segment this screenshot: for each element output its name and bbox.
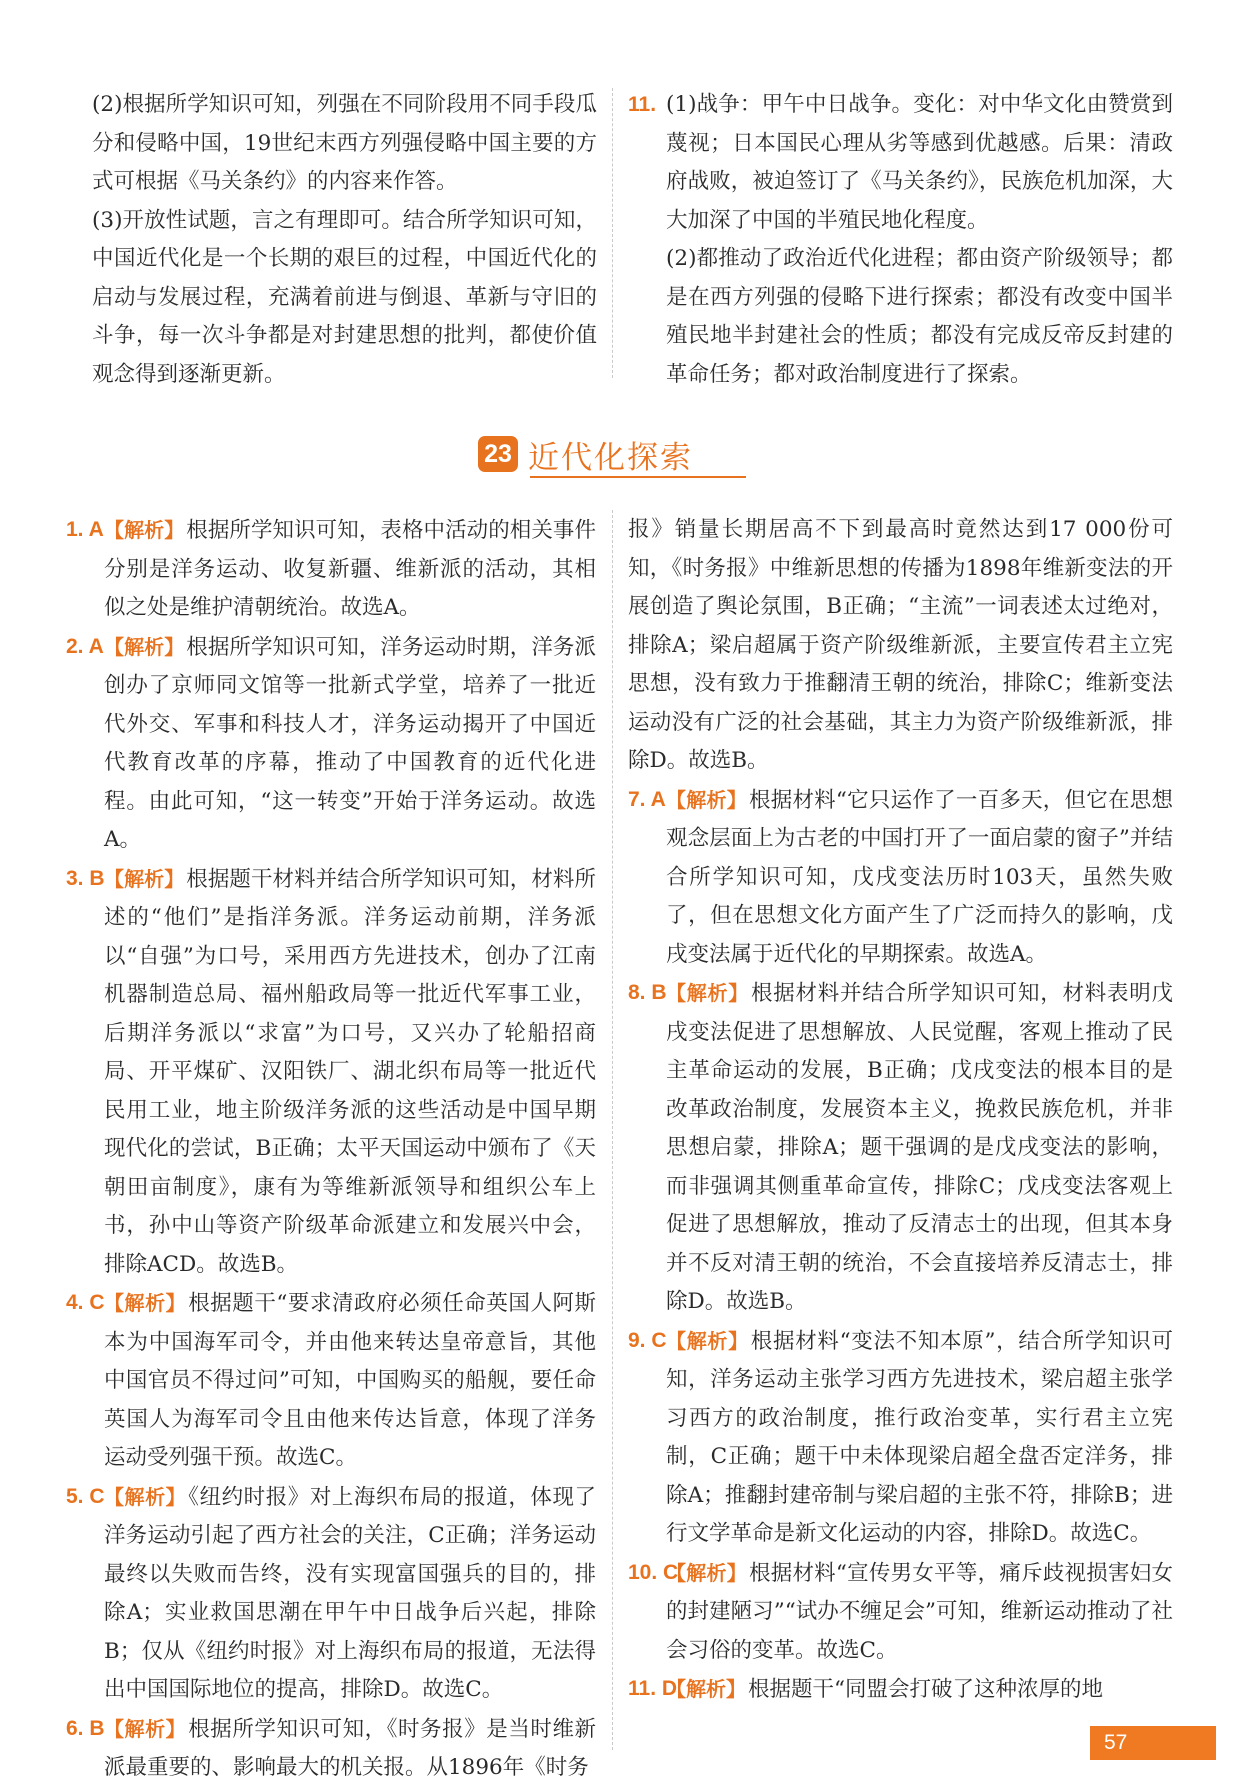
answer-item <box>66 1284 596 1478</box>
answer-item <box>66 628 596 860</box>
answer-number: 7. A <box>628 787 666 811</box>
answer-text: 根据题干材料并结合所学知识可知，材料所述的“他们”是指洋务派。洋务运动前期，洋务派以“自强”为口号，采用西方先进技术，创办了江南机器制造总局、福州船政局等一批近代军事工业，后期洋务派以“求富”为口号，又兴办了轮船招商局、开平煤矿、汉阳铁厂、湖北织布局等一批近代民用工业，地主阶级洋务派的这些活动是中国早期现代化的尝试，B正确；太平天国运动中颁布了《天朝田亩制度》，康有为等维新派领导和组织公车上书，孙中山等资产阶级革命派建立和发展兴中会，排除ACD。故选B。 <box>104 866 596 1277</box>
section-title: 近代化探索 <box>528 439 693 476</box>
answer-text: 根据材料并结合所学知识可知，材料表明戊戌变法促进了思想解放、人民觉醒，客观上推动了民主革命运动的发展，B正确；戊戌变法的根本目的是改革政治制度，发展资本主义，挽救民族危机，并非思想启蒙，排除A；题干强调的是戊戌变法的影响，而非强调其侧重革命宣传，排除C；戊戌变法客观上促进了思想解放，推动了反清志士的出现，但其本身并不反对清王朝的统治，不会直接培养反清志士，排除D。故选B。 <box>666 981 1173 1314</box>
answer-text: 根据材料“它只运作了一百多天，但它在思想观念层面上为古老的中国打开了一面启蒙的窗子”并结合所学知识可知，戊戌变法历时103天，虽然失败了，但在思想文化方面产生了广泛而持久的影响，戊戌变法属于近代化的早期探索。故选A。 <box>666 787 1174 967</box>
answer-item <box>628 781 1173 975</box>
left-column <box>66 511 596 1788</box>
page-number: 57 <box>1090 1726 1216 1760</box>
answer-text: 根据题干“要求清政府必须任命英国人阿斯本为中国海军司令，并由他来转达皇帝意旨，其他中国官员不得过问”可知，中国购买的船舰，要任命英国人为海军司令且由他来传达旨意，体现了洋务运动受列强干预。故选C。 <box>104 1291 596 1470</box>
analysis-tag: 【解析】 <box>104 1716 187 1741</box>
top-right-column <box>628 86 1173 394</box>
analysis-tag: 【解析】 <box>666 1677 746 1701</box>
answer-item <box>66 1478 596 1710</box>
answer-number: 2. A <box>66 634 104 658</box>
answer-text: 报》销量长期居高不下到最高时竟然达到17 000份可知，《时务报》中维新思想的传播为1898年维新变法的开展创造了舆论氛围，B正确；“主流”一词表述太过绝对，排除A；梁启超属于资产阶级维新派，主要宣传君主立宪思想，没有致力于推翻清王朝的统治，排除C；维新变法运动没有广泛的社会基础，其主力为资产阶级维新派，排除D。故选B。 <box>628 517 1173 773</box>
answer-number: 10. C <box>628 1560 679 1584</box>
analysis-tag: 【解析】 <box>104 1291 187 1315</box>
answer-number: 11. D <box>628 1677 678 1700</box>
analysis-tag: 【解析】 <box>104 518 185 542</box>
answer-item <box>628 1554 1173 1671</box>
answer-text: 根据题干“同盟会打破了这种浓厚的地 <box>748 1677 1103 1702</box>
right-column <box>628 511 1173 1710</box>
column-divider <box>612 510 613 1750</box>
paragraph: (1)战争：甲午中日战争。变化：对中华文化由赞赏到蔑视；日本国民心理从劣等感到优越感。后果：清政府战败，被迫签订了《马关条约》，民族危机加深，大大加深了中国的半殖民地化程度。 <box>666 92 1173 233</box>
answer-number: 11. <box>628 93 657 116</box>
analysis-tag: 【解析】 <box>104 634 185 659</box>
section-heading <box>478 432 693 476</box>
section-number-badge: 23 <box>478 436 518 472</box>
answer-number: 9. C <box>628 1328 667 1352</box>
section-underline <box>530 476 746 478</box>
paragraph: (2)都推动了政治近代化进程；都由资产阶级领导；都是在西方列强的侵略下进行探索；都没有改变中国半殖民地半封建社会的性质；都没有完成反帝反封建的革命任务；都对政治制度进行了探索。 <box>666 246 1173 387</box>
answer-text: 根据材料“变法不知本原”，结合所学知识可知，洋务运动主张学习西方先进技术，梁启超主张学习西方的政治制度，推行政治变革，实行君主立宪制，C正确；题干中未体现梁启超全盘否定洋务，排除A；推翻封建帝制与梁启超的主张不符，排除B；进行文学革命是新文化运动的内容，排除D。故选C。 <box>666 1328 1173 1546</box>
answer-text: 根据所学知识可知，洋务运动时期，洋务派创办了京师同文馆等一批新式学堂，培养了一批近代外交、军事和科技人才，洋务运动揭开了中国近代教育改革的序幕，推动了中国教育的近代化进程。由此可知，“这一转变”开始于洋务运动。故选A。 <box>104 634 596 852</box>
answer-number: 4. C <box>66 1291 105 1314</box>
answer-number: 8. B <box>628 981 667 1004</box>
answer-number: 6. B <box>66 1716 105 1740</box>
answer-item <box>628 86 1173 394</box>
analysis-tag: 【解析】 <box>104 866 185 891</box>
answer-text: 根据所学知识可知，表格中活动的相关事件分别是洋务运动、收复新疆、维新派的活动，其相似之处是维护清朝统治。故选A。 <box>104 518 596 620</box>
answer-item <box>66 1710 596 1788</box>
answer-number: 3. B <box>66 866 105 890</box>
answer-text: 根据材料“宣传男女平等，痛斥歧视损害妇女的封建陋习”“试办不缠足会”可知，维新运动推动了社会习俗的变革。故选C。 <box>666 1560 1174 1663</box>
analysis-tag: 【解析】 <box>104 1484 187 1509</box>
answer-item <box>628 1670 1173 1710</box>
paragraph: (2)根据所学知识可知，列强在不同阶段用不同手段瓜分和侵略中国，19世纪末西方列强侵略中国主要的方式可根据《马关条约》的内容来作答。 <box>92 92 597 194</box>
answer-item <box>628 974 1173 1322</box>
answer-text: 《纽约时报》对上海织布局的报道，体现了洋务运动引起了西方社会的关注，C正确；洋务运动最终以失败而告终，没有实现富国强兵的目的，排除A；实业救国思潮在甲午中日战争后兴起，排除B；仅从《纽约时报》对上海织布局的报道，无法得出中国国际地位的提高，排除D。故选C。 <box>104 1484 596 1702</box>
paragraph: (3)开放性试题，言之有理即可。结合所学知识可知，中国近代化是一个长期的艰巨的过程，中国近代化的启动与发展过程，充满着前进与倒退、革新与守旧的斗争，每一次斗争都是对封建思想的批判，都使价值观念得到逐渐更新。 <box>92 207 597 387</box>
analysis-tag: 【解析】 <box>666 981 749 1005</box>
analysis-tag: 【解析】 <box>666 787 747 812</box>
top-left-column <box>92 86 597 394</box>
answer-number: 5. C <box>66 1484 105 1508</box>
column-divider <box>612 88 613 378</box>
answer-item <box>66 511 596 628</box>
analysis-tag: 【解析】 <box>666 1560 747 1585</box>
answer-item <box>628 1322 1173 1554</box>
answer-number: 1. A <box>66 518 104 541</box>
answer-item <box>628 511 1173 781</box>
answer-item <box>66 860 596 1285</box>
answer-text: 根据所学知识可知，《时务报》是当时维新派最重要的、影响最大的机关报。从1896年《时务 <box>104 1716 596 1780</box>
analysis-tag: 【解析】 <box>666 1328 749 1353</box>
